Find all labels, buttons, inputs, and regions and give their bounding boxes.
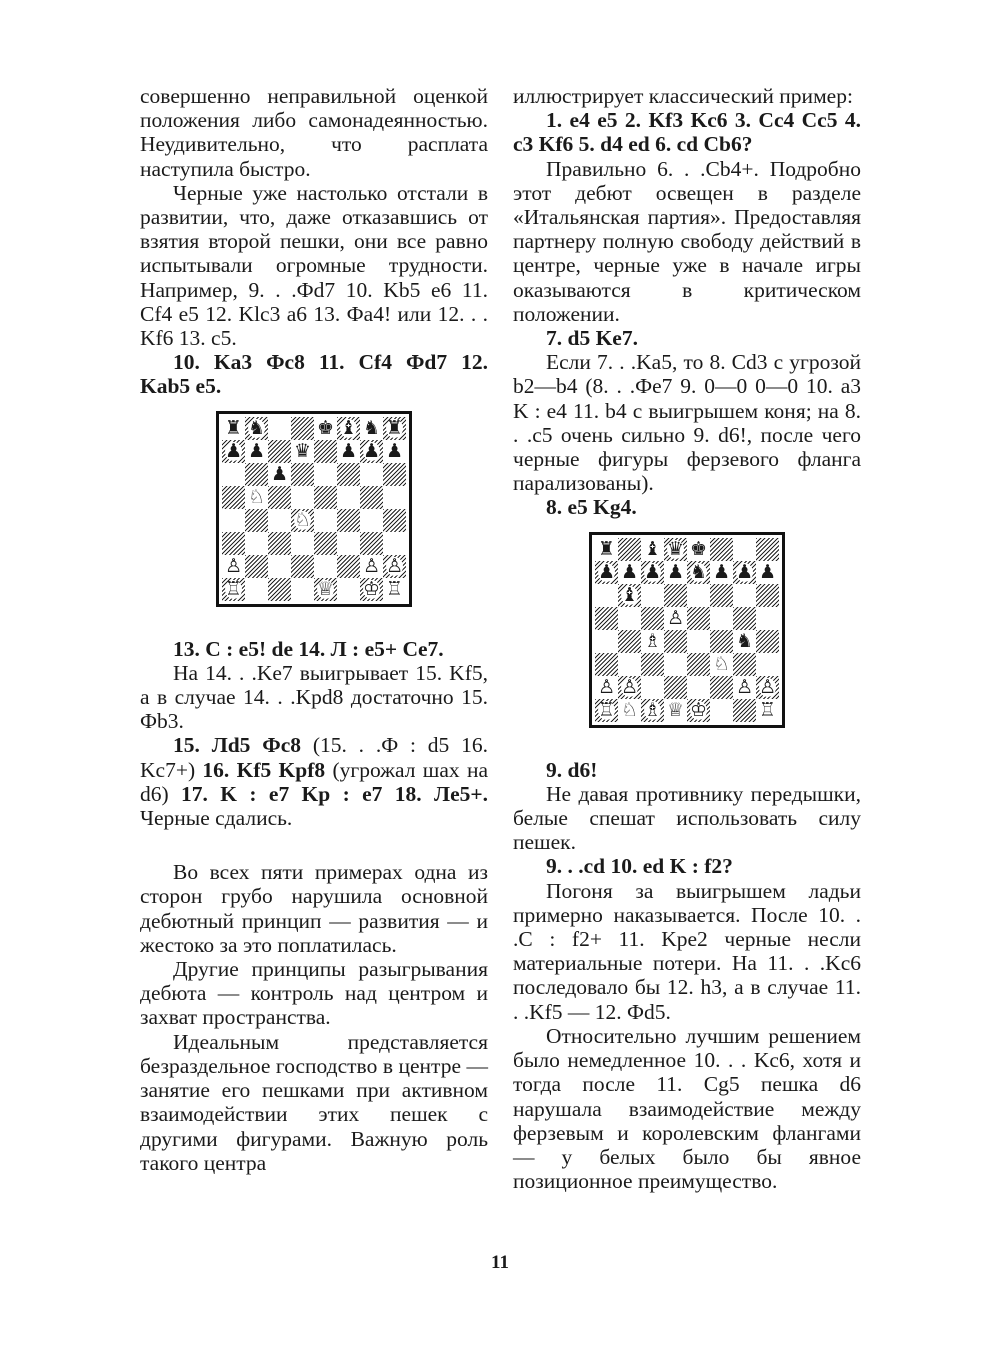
board-square — [383, 440, 406, 463]
board-square — [641, 538, 664, 561]
comment-text: (15. . .Ф : d5 16. Kc7+) — [140, 733, 488, 782]
board-square — [687, 584, 710, 607]
comment-text: (угрожал шах на d6) — [140, 757, 488, 806]
chess-piece-icon: ♚ — [316, 416, 335, 439]
board-square — [291, 555, 314, 578]
chess-piece-icon: ♔ — [362, 577, 381, 600]
board-square — [360, 578, 383, 601]
chess-piece-icon: ♙ — [224, 554, 243, 577]
paragraph: совершенно неправильной оценкой положения либо самонадеянностью. Неудивительно, что расплата наступила быстро. — [140, 84, 488, 181]
board-square — [245, 578, 268, 601]
chess-piece-icon: ♝ — [643, 537, 662, 560]
board-square — [222, 440, 245, 463]
chess-piece-icon: ♟ — [620, 560, 639, 583]
chess-piece-icon: ♟ — [735, 560, 754, 583]
board-square — [291, 440, 314, 463]
board-square — [291, 532, 314, 555]
board-square — [733, 630, 756, 653]
board-square — [268, 417, 291, 440]
board-square — [710, 653, 733, 676]
left-column — [140, 84, 488, 1175]
board-square — [664, 653, 687, 676]
board-square — [664, 538, 687, 561]
board-square — [756, 653, 779, 676]
move-line: 7. d5 Ke7. — [546, 326, 638, 351]
board-square — [687, 607, 710, 630]
chess-piece-icon: ♝ — [620, 583, 639, 606]
paragraph: Черные уже настолько отстали в развитии, что, даже отказавшись от взятия второй пешки, они все равно испытывали огромные трудности. Например, 9. . .Фd7 10. Kb5 e6 11. Cf4 e5 12. Klc3 a6 13. Фa4! или 12. . . Kf6 13. c5. — [140, 180, 488, 351]
chess-piece-icon: ♟ — [270, 462, 289, 485]
board-square — [222, 463, 245, 486]
board-square — [291, 463, 314, 486]
board-square — [222, 486, 245, 509]
board-square — [337, 532, 360, 555]
chess-piece-icon: ♕ — [316, 577, 335, 600]
chess-piece-icon: ♟ — [666, 560, 685, 583]
chess-piece-icon: ♖ — [758, 698, 777, 721]
board-square — [222, 417, 245, 440]
chess-piece-icon: ♖ — [224, 577, 243, 600]
paragraph: Если 7. . .Ka5, то 8. Cd3 с угрозой b2—b4 (8. . .Фe7 9. 0—0 0—0 10. a3 K : e4 11. b4 с выигрышем коня; на 8. . .c5 очень сильно 9. d6!, после чего черные фигуры ферзевого фланга парализованы). — [513, 350, 861, 496]
board-square — [268, 486, 291, 509]
chess-piece-icon: ♞ — [689, 560, 708, 583]
board-square — [268, 578, 291, 601]
board-square — [756, 676, 779, 699]
chess-piece-icon: ♟ — [339, 439, 358, 462]
board-square — [733, 561, 756, 584]
chess-piece-icon: ♗ — [643, 629, 662, 652]
board-square — [360, 486, 383, 509]
chess-piece-icon: ♟ — [643, 560, 662, 583]
paragraph: Во всех пяти примерах одна из сторон грубо нарушила основной дебютный принцип — развития — и жестоко за это поплатилась. — [140, 860, 488, 957]
paragraph: Другие принципы разыгрывания дебюта — контроль над центром и захват пространства. — [140, 957, 488, 1030]
board-square — [314, 486, 337, 509]
board-square — [641, 653, 664, 676]
chess-piece-icon: ♟ — [758, 560, 777, 583]
board-square — [314, 555, 337, 578]
board-square — [618, 699, 641, 722]
board-square — [641, 676, 664, 699]
paragraph: Идеальным представляется безраздельное господство в центре — занятие его пешками при активном взаимодействии этих пешек с другими фигурами. Важную роль такого центра — [140, 1029, 488, 1175]
board-square — [687, 699, 710, 722]
board-square — [360, 463, 383, 486]
paragraph: Погоня за выигрышем ладьи примерно наказывается. После 10. . .C : f2+ 11. Kpe2 черные несли материальные потери. На 11. . .Kc6 последовало бы 12. h3, а в случае 11. . .Kf5 — 12. Фd5. — [513, 878, 861, 1024]
page-number: 11 — [491, 1252, 509, 1273]
chess-piece-icon: ♜ — [224, 416, 243, 439]
board-square — [291, 486, 314, 509]
board-square — [383, 463, 406, 486]
move-text: 17. K : e7 Kp : e7 18. Лe5+. — [181, 781, 488, 806]
board-square — [710, 630, 733, 653]
board-square — [641, 630, 664, 653]
board-square — [710, 699, 733, 722]
board-square — [618, 538, 641, 561]
board-square — [245, 532, 268, 555]
board-square — [314, 463, 337, 486]
chess-diagram-d1 — [140, 411, 488, 607]
board-square — [268, 532, 291, 555]
board-square — [756, 584, 779, 607]
paragraph: На 14. . .Ke7 выигрывает 15. Kf5, а в случае 14. . .Kpd8 достаточно 15. Фb3. — [140, 660, 488, 734]
board-square — [383, 509, 406, 532]
board-square — [360, 509, 383, 532]
board-square — [245, 509, 268, 532]
board-square — [733, 699, 756, 722]
board-square — [687, 653, 710, 676]
board-square — [618, 676, 641, 699]
board-square — [337, 417, 360, 440]
board-square — [710, 607, 733, 630]
chess-piece-icon: ♟ — [362, 439, 381, 462]
paragraph: Относительно лучшим решением было немедленное 10. . . Kc6, хотя и тогда после 11. Cg5 пешка d6 нарушала взаимодействие между ферзевым и королевским флангами — у белых было бы явное позиционное преимущество. — [513, 1023, 861, 1194]
board-square — [595, 653, 618, 676]
move-line: 9. . .cd 10. ed K : f2? — [546, 854, 733, 879]
board-square — [268, 463, 291, 486]
comment-text: Черные сдались. — [140, 806, 293, 831]
board-square — [222, 509, 245, 532]
paragraph — [140, 733, 488, 830]
chess-piece-icon: ♚ — [689, 537, 708, 560]
chess-piece-icon: ♙ — [597, 675, 616, 698]
chess-piece-icon: ♟ — [597, 560, 616, 583]
board-square — [733, 676, 756, 699]
chess-piece-icon: ♟ — [247, 439, 266, 462]
chess-piece-icon: ♔ — [689, 698, 708, 721]
chess-piece-icon: ♖ — [385, 577, 404, 600]
chess-piece-icon: ♝ — [339, 416, 358, 439]
board-square — [245, 440, 268, 463]
board-square — [337, 486, 360, 509]
board-square — [383, 532, 406, 555]
chess-piece-icon: ♟ — [712, 560, 731, 583]
chess-piece-icon: ♙ — [620, 675, 639, 698]
chess-board — [216, 411, 412, 607]
board-square — [383, 555, 406, 578]
board-square — [664, 676, 687, 699]
board-square — [710, 584, 733, 607]
move-text: 16. Kf5 Kpf8 — [202, 757, 326, 782]
board-square — [710, 561, 733, 584]
board-square — [641, 699, 664, 722]
board-square — [595, 561, 618, 584]
board-square — [337, 578, 360, 601]
board-square — [222, 578, 245, 601]
board-square — [337, 440, 360, 463]
board-square — [360, 532, 383, 555]
board-square — [291, 578, 314, 601]
chess-piece-icon: ♟ — [224, 439, 243, 462]
chess-piece-icon: ♜ — [597, 537, 616, 560]
board-square — [268, 440, 291, 463]
paragraph: Не давая противнику передышки, белые спешат использовать силу пешек. — [513, 781, 861, 855]
chess-piece-icon: ♘ — [712, 652, 731, 675]
board-square — [664, 584, 687, 607]
board-square — [360, 440, 383, 463]
board-square — [291, 417, 314, 440]
board-square — [314, 509, 337, 532]
chess-piece-icon: ♘ — [247, 485, 266, 508]
chess-piece-icon: ♙ — [666, 606, 685, 629]
chess-piece-icon: ♞ — [362, 416, 381, 439]
board-square — [756, 699, 779, 722]
move-line: 10. Ka3 Фc8 11. Cf4 Фd7 12. Kab5 e5. — [140, 350, 488, 399]
board-square — [733, 607, 756, 630]
board-square — [641, 584, 664, 607]
chess-piece-icon: ♛ — [293, 439, 312, 462]
chess-piece-icon: ♞ — [247, 416, 266, 439]
right-column — [513, 84, 861, 1193]
chess-piece-icon: ♟ — [385, 439, 404, 462]
board-square — [687, 561, 710, 584]
move-line: 9. d6! — [546, 757, 598, 782]
chess-piece-icon: ♙ — [385, 554, 404, 577]
board-square — [337, 463, 360, 486]
chess-piece-icon: ♘ — [293, 508, 312, 531]
board-square — [641, 561, 664, 584]
board-square — [664, 561, 687, 584]
board-square — [337, 509, 360, 532]
board-square — [756, 630, 779, 653]
board-square — [595, 676, 618, 699]
board-square — [245, 486, 268, 509]
chess-piece-icon: ♕ — [666, 698, 685, 721]
board-square — [245, 463, 268, 486]
board-square — [268, 555, 291, 578]
board-square — [756, 538, 779, 561]
board-square — [687, 676, 710, 699]
board-square — [314, 532, 337, 555]
board-square — [222, 555, 245, 578]
board-square — [595, 607, 618, 630]
board-square — [291, 509, 314, 532]
board-square — [618, 630, 641, 653]
board-square — [595, 538, 618, 561]
chess-piece-icon: ♙ — [362, 554, 381, 577]
board-square — [733, 538, 756, 561]
board-square — [314, 440, 337, 463]
spacer — [513, 728, 861, 758]
board-square — [618, 584, 641, 607]
board-square — [756, 561, 779, 584]
move-line: 13. C : e5! de 14. Л : e5+ Ce7. — [173, 636, 444, 661]
chess-diagram-d2 — [513, 532, 861, 728]
board-square — [337, 555, 360, 578]
board-square — [618, 607, 641, 630]
board-square — [595, 699, 618, 722]
board-square — [595, 584, 618, 607]
board-square — [756, 607, 779, 630]
spacer — [140, 830, 488, 860]
board-square — [268, 509, 291, 532]
board-square — [314, 417, 337, 440]
board-square — [710, 538, 733, 561]
chess-piece-icon: ♖ — [597, 698, 616, 721]
board-square — [314, 578, 337, 601]
board-square — [245, 417, 268, 440]
board-square — [664, 607, 687, 630]
board-square — [618, 561, 641, 584]
paragraph: Правильно 6. . .Cb4+. Подробно этот дебют освещен в разделе «Итальянская партия». Предоставляя партнеру полную свободу действий в центре, черные уже в начале игры оказываются в критическом положении. — [513, 156, 861, 326]
board-square — [383, 417, 406, 440]
board-square — [245, 555, 268, 578]
chess-piece-icon: ♜ — [385, 416, 404, 439]
chess-board — [589, 532, 785, 728]
chess-piece-icon: ♞ — [735, 629, 754, 652]
chess-piece-icon: ♗ — [643, 698, 662, 721]
board-square — [641, 607, 664, 630]
board-square — [687, 538, 710, 561]
board-square — [710, 676, 733, 699]
chess-piece-icon: ♙ — [758, 675, 777, 698]
board-square — [733, 584, 756, 607]
board-square — [360, 555, 383, 578]
board-square — [360, 417, 383, 440]
chess-piece-icon: ♘ — [620, 698, 639, 721]
board-square — [383, 578, 406, 601]
board-square — [687, 630, 710, 653]
move-line: 1. e4 e5 2. Kf3 Kc6 3. Cc4 Cc5 4. c3 Kf6 5. d4 ed 6. cd Cb6? — [513, 108, 861, 157]
board-square — [664, 630, 687, 653]
board-square — [618, 653, 641, 676]
board-square — [664, 699, 687, 722]
board-square — [383, 486, 406, 509]
board-square — [595, 630, 618, 653]
paragraph: иллюстрирует классический пример: — [513, 84, 853, 108]
chess-piece-icon: ♛ — [666, 537, 685, 560]
move-line: 8. e5 Kg4. — [546, 495, 637, 520]
board-square — [222, 532, 245, 555]
spacer — [140, 607, 488, 637]
move-text: 15. Лd5 Фc8 — [173, 733, 301, 758]
board-square — [733, 653, 756, 676]
chess-piece-icon: ♙ — [735, 675, 754, 698]
